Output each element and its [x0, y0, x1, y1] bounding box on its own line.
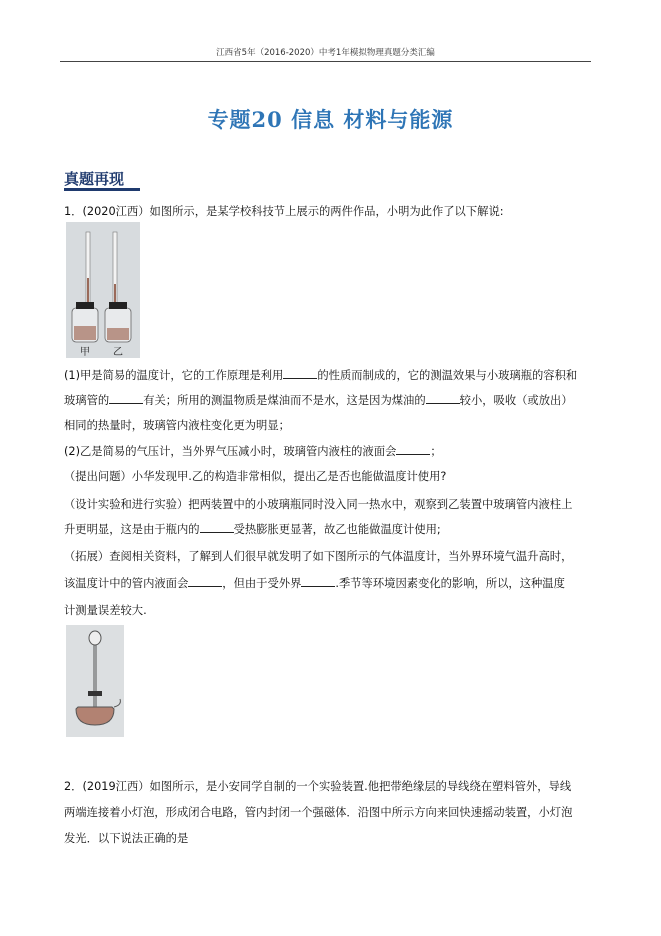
text-segment: 受热膨胀更显著，故乙也能做温度计使用;	[233, 523, 441, 536]
answer-blank[interactable]	[188, 575, 222, 587]
bottles-illustration	[66, 222, 140, 358]
q1-experiment-line1: （设计实验和进行实验）把两装置中的小玻璃瓶同时没入同一热水中，观察到乙装置中玻璃管内液柱上	[64, 498, 573, 511]
q1-experiment-line2	[64, 521, 441, 537]
question-2-line1: 2．(2019江西）如图所示，是小安同学自制的一个实验装置.他把带绝缘层的导线绕在塑料管外，导线	[64, 780, 572, 793]
section-heading: 真题再现	[64, 170, 125, 188]
text-segment: 较小，吸收（或放出）	[459, 394, 573, 407]
answer-blank[interactable]	[200, 521, 234, 533]
gas-thermometer-illustration	[66, 625, 124, 737]
q1-question-raised: （提出问题）小华发现甲.乙的构造非常相似，提出乙是否也能做温度计使用?	[64, 470, 447, 483]
text-segment: 该温度计中的管内液面会	[64, 577, 189, 590]
page-header: 江西省5年（2016-2020）中考1年模拟物理真题分类汇编	[216, 48, 435, 58]
question-2-line3: 发光．以下说法正确的是	[64, 832, 189, 845]
q1-extension-line1: （拓展）查阅相关资料，了解到人们很早就发明了如下图所示的气体温度计，当外界环境气温升高时，	[64, 550, 573, 563]
answer-blank[interactable]	[109, 392, 143, 404]
text-segment: 玻璃管的	[64, 394, 110, 407]
answer-blank[interactable]	[301, 575, 335, 587]
q1-extension-line2	[64, 575, 565, 591]
text-segment: (1)甲是简易的温度计，它的工作原理是利用	[64, 369, 284, 382]
page-title: 专题20 信息 材料与能源	[207, 107, 454, 132]
text-segment: 的性质而制成的，它的测温效果与小玻璃瓶的容积和	[317, 369, 578, 382]
q1-part1-line1	[64, 367, 577, 383]
text-segment: ；	[430, 445, 442, 458]
figure-label-left: 甲	[80, 347, 90, 358]
question-1-stem: 1．(2020江西）如图所示，是某学校科技节上展示的两件作品，小明为此作了以下解说:	[64, 205, 504, 218]
text-segment: 升更明显，这是由于瓶内的	[64, 523, 200, 536]
header-divider	[60, 61, 591, 62]
q1-extension-line3: 计测量误差较大.	[64, 604, 147, 617]
q1-part1-line2	[64, 392, 573, 408]
question-2-line2: 两端连接着小灯泡，形成闭合电路，管内封闭一个强磁体．沿图中所示方向来回快速摇动装置，小灯泡	[64, 806, 573, 819]
figure-thermometer-barometer	[66, 222, 140, 358]
text-segment: .季节等环境因素变化的影响，所以，这种温度	[335, 577, 565, 590]
answer-blank[interactable]	[283, 367, 317, 379]
answer-blank[interactable]	[396, 443, 430, 455]
q1-part2	[64, 443, 442, 459]
q1-part1-line3: 相同的热量时，玻璃管内液柱变化更为明显；	[64, 419, 290, 432]
text-segment: 有关；所用的测温物质是煤油而不是水，这是因为煤油的	[143, 394, 426, 407]
text-segment: ，但由于受外界	[222, 577, 302, 590]
figure-gas-thermometer	[66, 625, 124, 737]
answer-blank[interactable]	[426, 392, 460, 404]
section-underline	[64, 188, 140, 191]
figure-label-right: 乙	[113, 347, 123, 358]
text-segment: (2)乙是简易的气压计，当外界气压减小时，玻璃管内液柱的液面会	[64, 445, 397, 458]
